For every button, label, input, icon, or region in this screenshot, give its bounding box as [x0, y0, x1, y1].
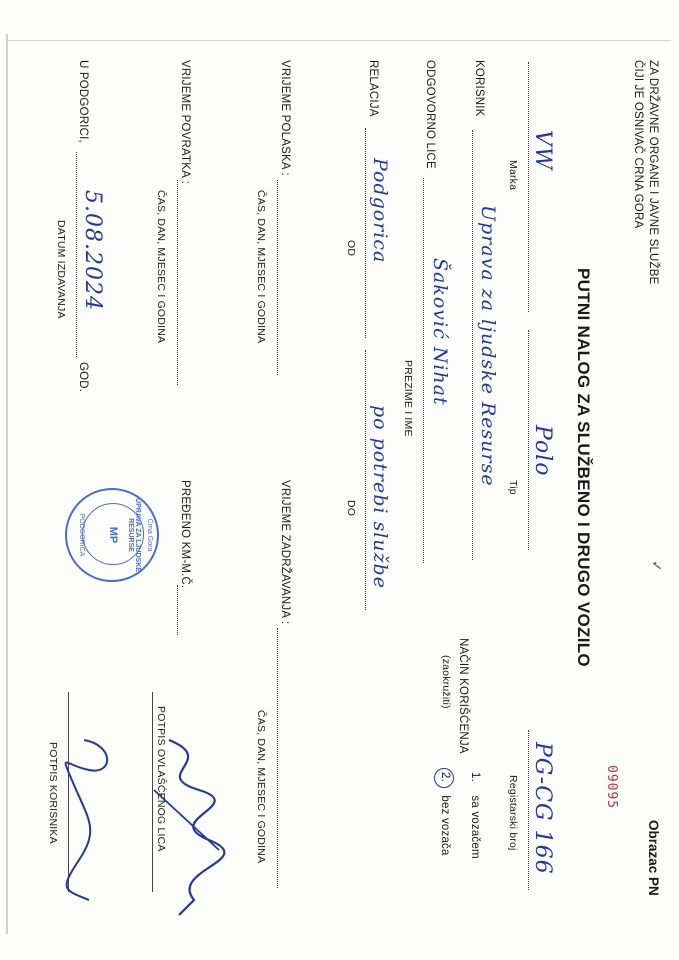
user-signature-caption: POTPIS KORISNIKA [47, 742, 59, 844]
usage-option-1-text: sa vozačem [469, 795, 481, 859]
distance-line [177, 585, 178, 635]
selection-circle [434, 768, 454, 788]
user-line [472, 130, 473, 560]
type-caption: Tip [507, 480, 519, 495]
type-value: Polo [530, 425, 555, 477]
return-line [177, 180, 178, 385]
issue-date-caption: DATUM IZDAVANJA [55, 220, 67, 319]
issue-year-suffix: GOD. [77, 362, 89, 393]
header-line-2: ČIJI JE OSNIVAČ CRNA GORA [632, 60, 644, 229]
return-caption: ČAS, DAN, MJESEC I GODINA [155, 190, 167, 344]
official-stamp: Crna Gora UPRAVA ZA LJUDSKE RESURSE MP PODGORICA [65, 488, 159, 582]
header-line-1: ZA DRŽAVNE ORGANE I JAVNE SLUŽBE [647, 60, 659, 285]
form-title: PUTNI NALOG ZA SLUŽBENO I DRUGO VOZILO [574, 268, 593, 667]
departure-label: VRIJEME POLASKA : [279, 60, 291, 176]
route-to-caption: DO [345, 500, 357, 517]
authorized-signature-scribble [139, 730, 229, 930]
usage-option-2 [439, 772, 451, 856]
form-code: Obrazac PN [646, 820, 661, 896]
return-label: VRIJEME POVRATKA : [179, 60, 191, 185]
departure-line [277, 180, 278, 375]
usage-option-2-text: bez vozača [439, 795, 451, 856]
distance-label: PREĐENO KM-M.Č. [179, 480, 191, 589]
registration-value: PG-CG 166 [530, 742, 555, 875]
stay-line [277, 628, 278, 888]
stay-label: VRIJEME ZADRŽAVANJA : [279, 480, 291, 625]
registration-caption: Registarski broj [507, 775, 519, 851]
issue-date-value: 5.08.2024 [80, 190, 105, 311]
type-line [528, 330, 529, 550]
stay-caption: ČAS, DAN, MJESEC I GODINA [255, 710, 267, 864]
route-label: RELACIJA [367, 60, 379, 117]
user-label: KORISNIK [473, 60, 485, 117]
make-line [528, 62, 529, 312]
usage-option-1-number: 1. [469, 772, 481, 782]
route-to-value: po potrebi službe [369, 405, 391, 589]
route-from-value: Podgorica [369, 158, 391, 264]
usage-option-1 [469, 772, 481, 859]
travel-order-form [0, 30, 679, 930]
issue-date-line [76, 152, 77, 357]
issue-place: U PODGORICI, [77, 60, 89, 143]
usage-label: NAČIN KORIŠĆENJA [457, 638, 469, 754]
route-from-line [365, 128, 366, 338]
responsible-caption: PREZIME I IME [402, 360, 414, 437]
registration-line [528, 730, 529, 890]
responsible-line [423, 178, 424, 563]
make-caption: Marka [507, 160, 519, 191]
route-to-line [365, 350, 366, 610]
check-mark: ✓ [649, 560, 665, 572]
authorized-signature-caption: POTPIS OVLAŠĆENOG LICA [155, 706, 167, 852]
usage-option-2-number-circled: 2. [439, 772, 451, 785]
make-value: VW [530, 130, 555, 171]
user-value: Uprava za ljudske Resurse [477, 205, 499, 487]
route-from-caption: OD [345, 240, 357, 257]
user-signature-scribble [49, 730, 119, 910]
responsible-value: Šaković Nihat [429, 258, 451, 406]
departure-caption: ČAS, DAN, MJESEC I GODINA [255, 190, 267, 344]
usage-hint: (zaokružiti) [440, 655, 452, 709]
serial-number: 09095 [604, 765, 619, 810]
responsible-label: ODGOVORNO LICE [424, 60, 436, 169]
